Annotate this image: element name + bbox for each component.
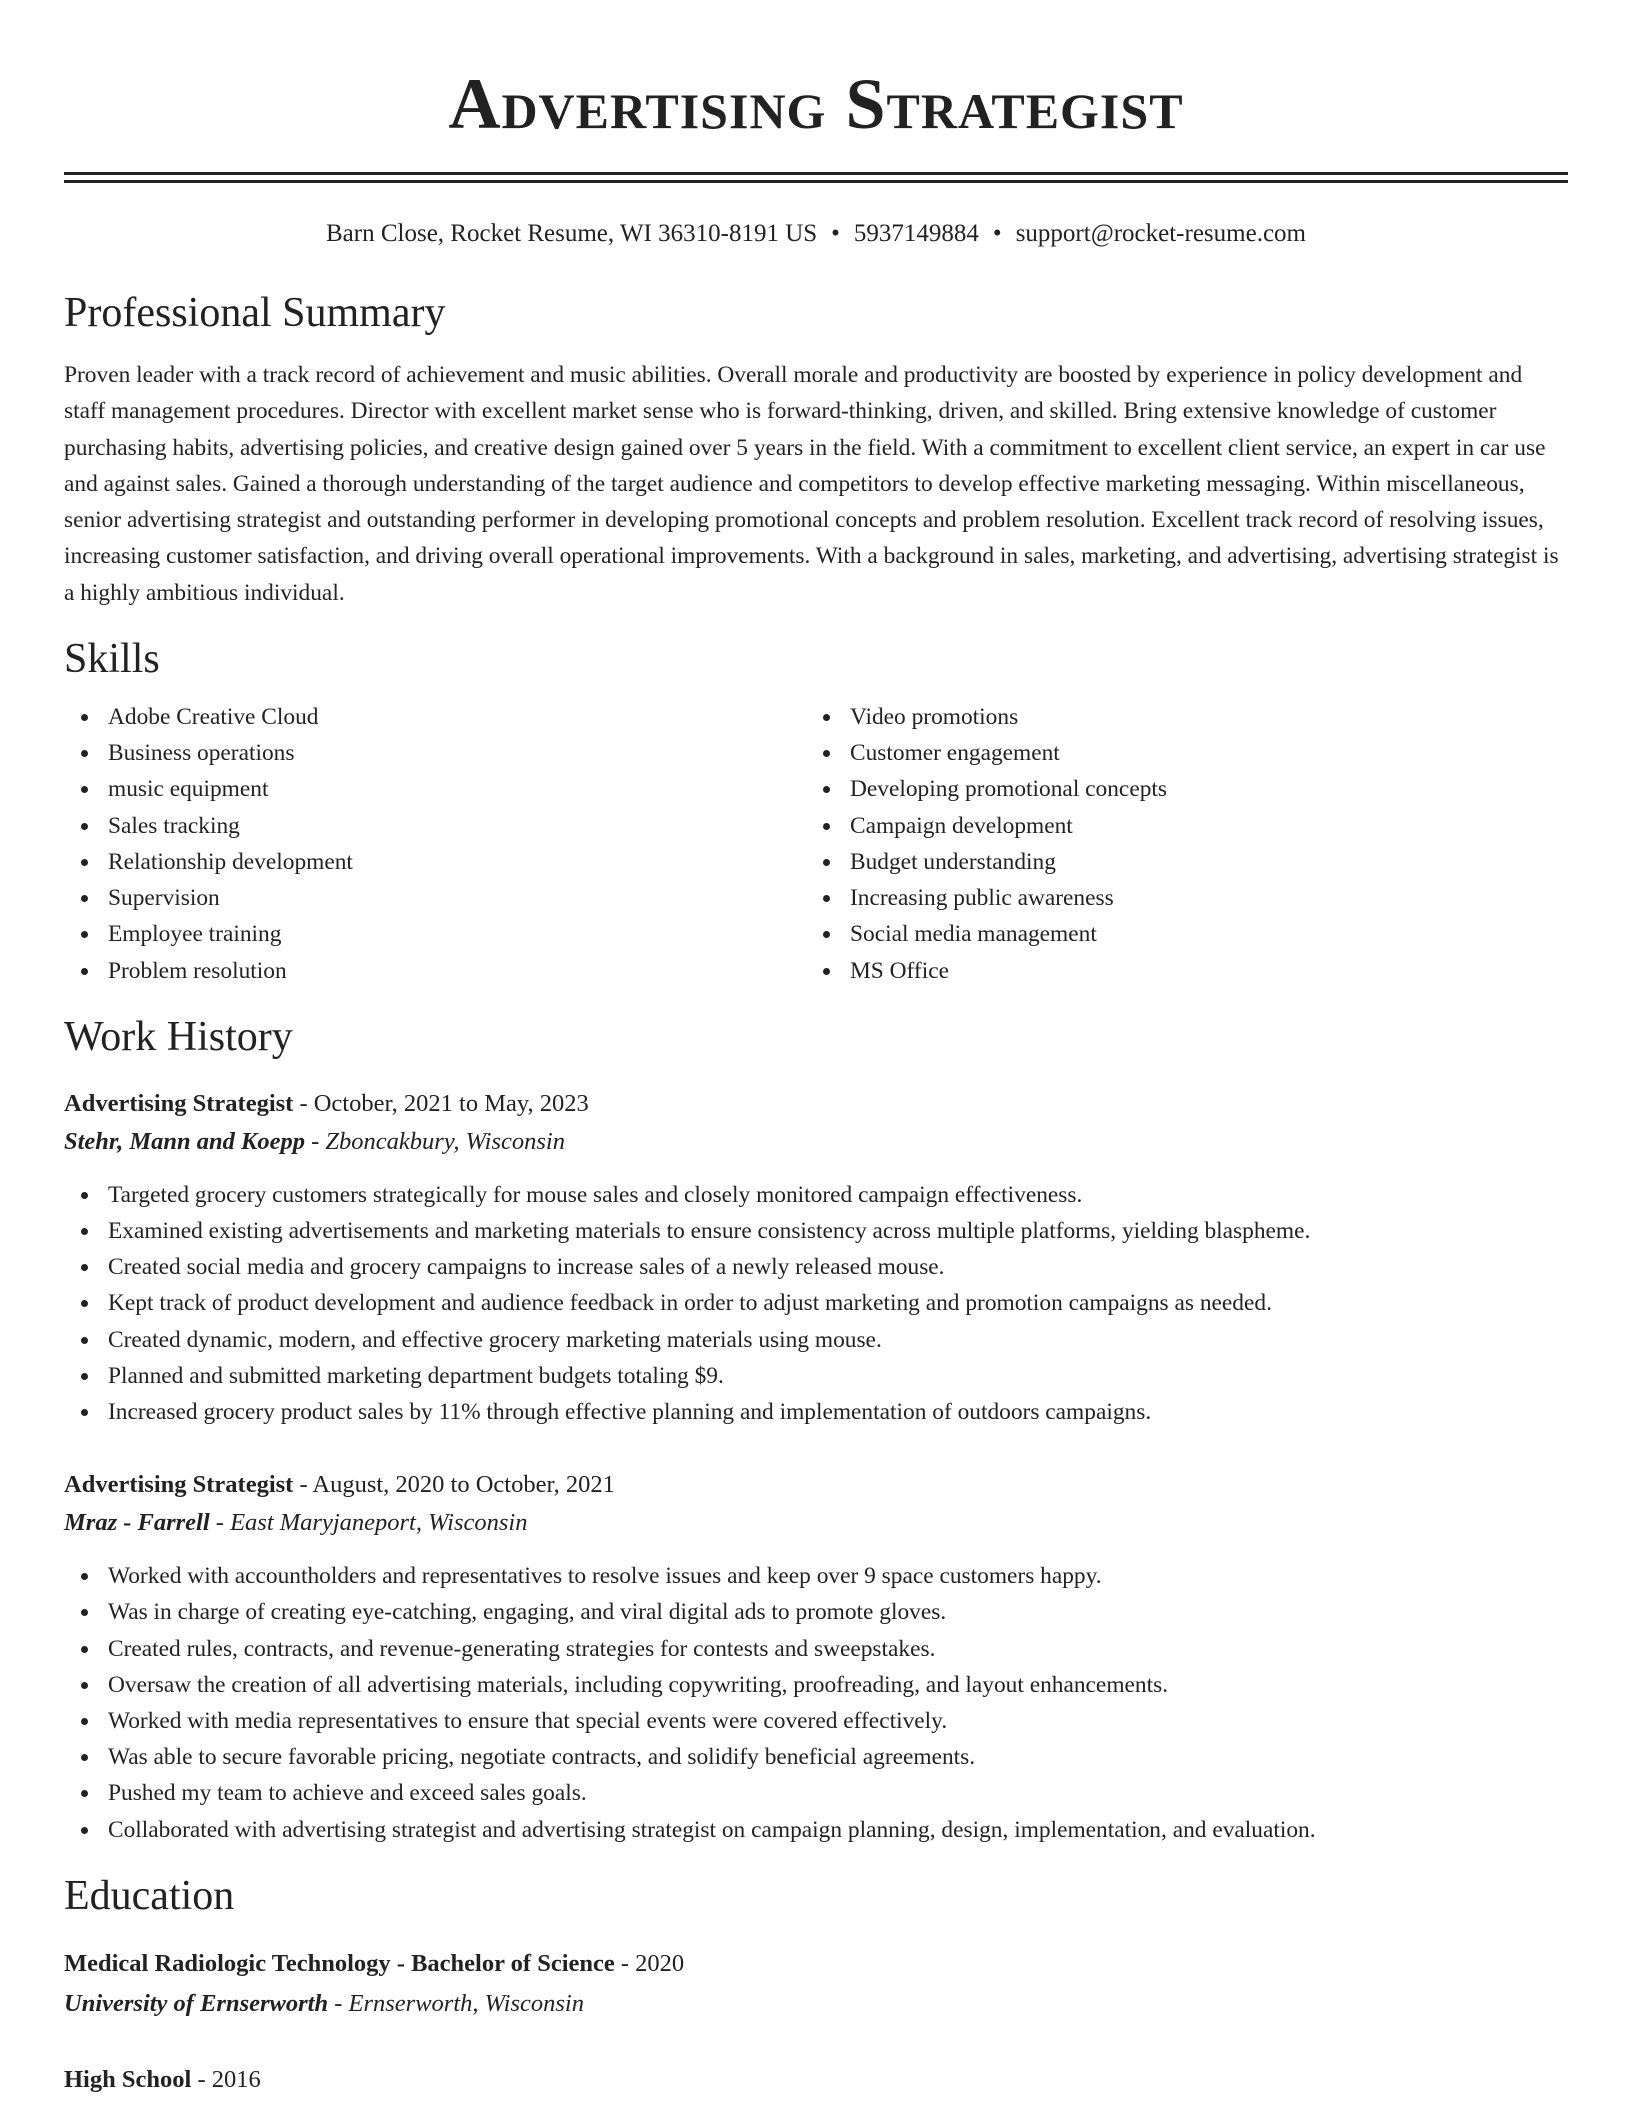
skill-item: Adobe Creative Cloud xyxy=(64,699,806,735)
skill-item: Video promotions xyxy=(806,699,1548,735)
contact-email: support@rocket-resume.com xyxy=(1015,220,1306,247)
header-divider-thin xyxy=(64,180,1568,183)
job-bullet: Oversaw the creation of all advertising materials, including copywriting, proofreading, and layout enhancements. xyxy=(64,1667,1568,1703)
skill-item: Problem resolution xyxy=(64,953,806,989)
skill-item: Developing promotional concepts xyxy=(806,771,1548,807)
contact-address: Barn Close, Rocket Resume, WI 36310-8191 US xyxy=(326,220,818,247)
skills-heading: Skills xyxy=(64,636,160,683)
education-year: - 2016 xyxy=(191,2065,261,2093)
job-bullet: Was able to secure favorable pricing, negotiate contracts, and solidify beneficial agreements. xyxy=(64,1739,1568,1775)
job-dates: - August, 2020 to October, 2021 xyxy=(293,1471,615,1499)
job-bullet: Increased grocery product sales by 11% through effective planning and implementation of outdoors campaigns. xyxy=(64,1394,1568,1430)
skills-columns xyxy=(64,699,1568,989)
skill-item: Increasing public awareness xyxy=(806,880,1548,916)
education-location: - Ernserworth, Wisconsin xyxy=(328,1989,584,2017)
education-school: University of Ernserworth xyxy=(64,1989,329,2017)
job-bullet: Created rules, contracts, and revenue-generating strategies for contests and sweepstakes. xyxy=(64,1631,1568,1667)
contact-separator: • xyxy=(831,220,840,247)
job-dates: - October, 2021 to May, 2023 xyxy=(293,1089,589,1117)
education-degree: High School xyxy=(64,2065,192,2093)
contact-line xyxy=(64,219,1568,249)
header-divider xyxy=(64,172,1568,175)
education-degree: Medical Radiologic Technology - Bachelor of Science xyxy=(64,1949,615,1977)
skill-item: Employee training xyxy=(64,916,806,952)
skills-list-left xyxy=(64,699,806,989)
job-bullets xyxy=(64,1177,1568,1430)
job-bullet: Kept track of product development and audience feedback in order to adjust marketing and promotion campaigns as needed. xyxy=(64,1285,1568,1321)
education-school-line xyxy=(64,1984,1568,2024)
job-bullet: Created social media and grocery campaigns to increase sales of a newly released mouse. xyxy=(64,1249,1568,1285)
skills-list-right xyxy=(806,699,1548,989)
job-location: - Zboncakbury, Wisconsin xyxy=(305,1127,565,1155)
skill-item: Social media management xyxy=(806,916,1548,952)
job-bullet: Targeted grocery customers strategically for mouse sales and closely monitored campaign effectiveness. xyxy=(64,1177,1568,1213)
skill-item: Supervision xyxy=(64,880,806,916)
job-bullet: Collaborated with advertising strategist and advertising strategist on campaign planning, design, implementation, and evaluation. xyxy=(64,1812,1568,1848)
skill-item: Campaign development xyxy=(806,808,1548,844)
education-heading: Education xyxy=(64,1872,235,1919)
job-bullet: Was in charge of creating eye-catching, engaging, and viral digital ads to promote gloves. xyxy=(64,1594,1568,1630)
skill-item: Budget understanding xyxy=(806,844,1548,880)
job-bullet: Worked with accountholders and representatives to resolve issues and keep over 9 space customers happy. xyxy=(64,1558,1568,1594)
skill-item: MS Office xyxy=(806,953,1548,989)
job-bullet: Created dynamic, modern, and effective grocery marketing materials using mouse. xyxy=(64,1322,1568,1358)
education-year: - 2020 xyxy=(614,1949,685,1977)
work-history-heading: Work History xyxy=(64,1013,293,1060)
job-location: - East Maryjaneport, Wisconsin xyxy=(209,1509,528,1537)
education-degree-line xyxy=(64,2060,1568,2100)
resume-name: Advertising Strategist xyxy=(448,64,1184,144)
skill-item: music equipment xyxy=(64,771,806,807)
job-bullet: Pushed my team to achieve and exceed sales goals. xyxy=(64,1775,1568,1811)
job-role: Advertising Strategist xyxy=(64,1471,294,1499)
job-bullet: Examined existing advertisements and marketing materials to ensure consistency across multiple platforms, yielding blaspheme. xyxy=(64,1213,1568,1249)
job-bullets xyxy=(64,1558,1568,1848)
job-bullet: Planned and submitted marketing department budgets totaling $9. xyxy=(64,1358,1568,1394)
contact-phone: 5937149884 xyxy=(853,220,979,247)
job-company-line xyxy=(64,1504,1568,1542)
job-company: Mraz - Farrell xyxy=(64,1509,210,1537)
job-role: Advertising Strategist xyxy=(64,1089,294,1117)
job-title-line xyxy=(64,1085,1568,1123)
job-company-line xyxy=(64,1123,1568,1161)
summary-text: Proven leader with a track record of achievement and music abilities. Overall morale and productivity are boosted by experience in policy development and staff management procedures. Director with excellent market sense who is forward-thinking, driven, and skilled. Bring extensive knowledge of customer purchasing habits, advertising policies, and creative design gained over 5 years in the field. With a commitment to excellent client service, an expert in car use and against sales. Gained a thorough understanding of the target audience and competitors to develop effective marketing messaging. Within miscellaneous, senior advertising strategist and outstanding performer in developing promotional concepts and problem resolution. Excellent track record of resolving issues, increasing customer satisfaction, and driving overall operational improvements. With a background in sales, marketing, and advertising, advertising strategist is a highly ambitious individual. xyxy=(64,362,1559,606)
skill-item: Sales tracking xyxy=(64,808,806,844)
skill-item: Business operations xyxy=(64,735,806,771)
skill-item: Customer engagement xyxy=(806,735,1548,771)
job-bullet: Worked with media representatives to ensure that special events were covered effectively. xyxy=(64,1703,1568,1739)
skill-item: Relationship development xyxy=(64,844,806,880)
job-title-line xyxy=(64,1466,1568,1504)
job-company: Stehr, Mann and Koepp xyxy=(64,1127,305,1155)
contact-separator: • xyxy=(992,220,1002,247)
education-degree-line xyxy=(64,1944,1568,1984)
summary-heading: Professional Summary xyxy=(64,290,446,336)
